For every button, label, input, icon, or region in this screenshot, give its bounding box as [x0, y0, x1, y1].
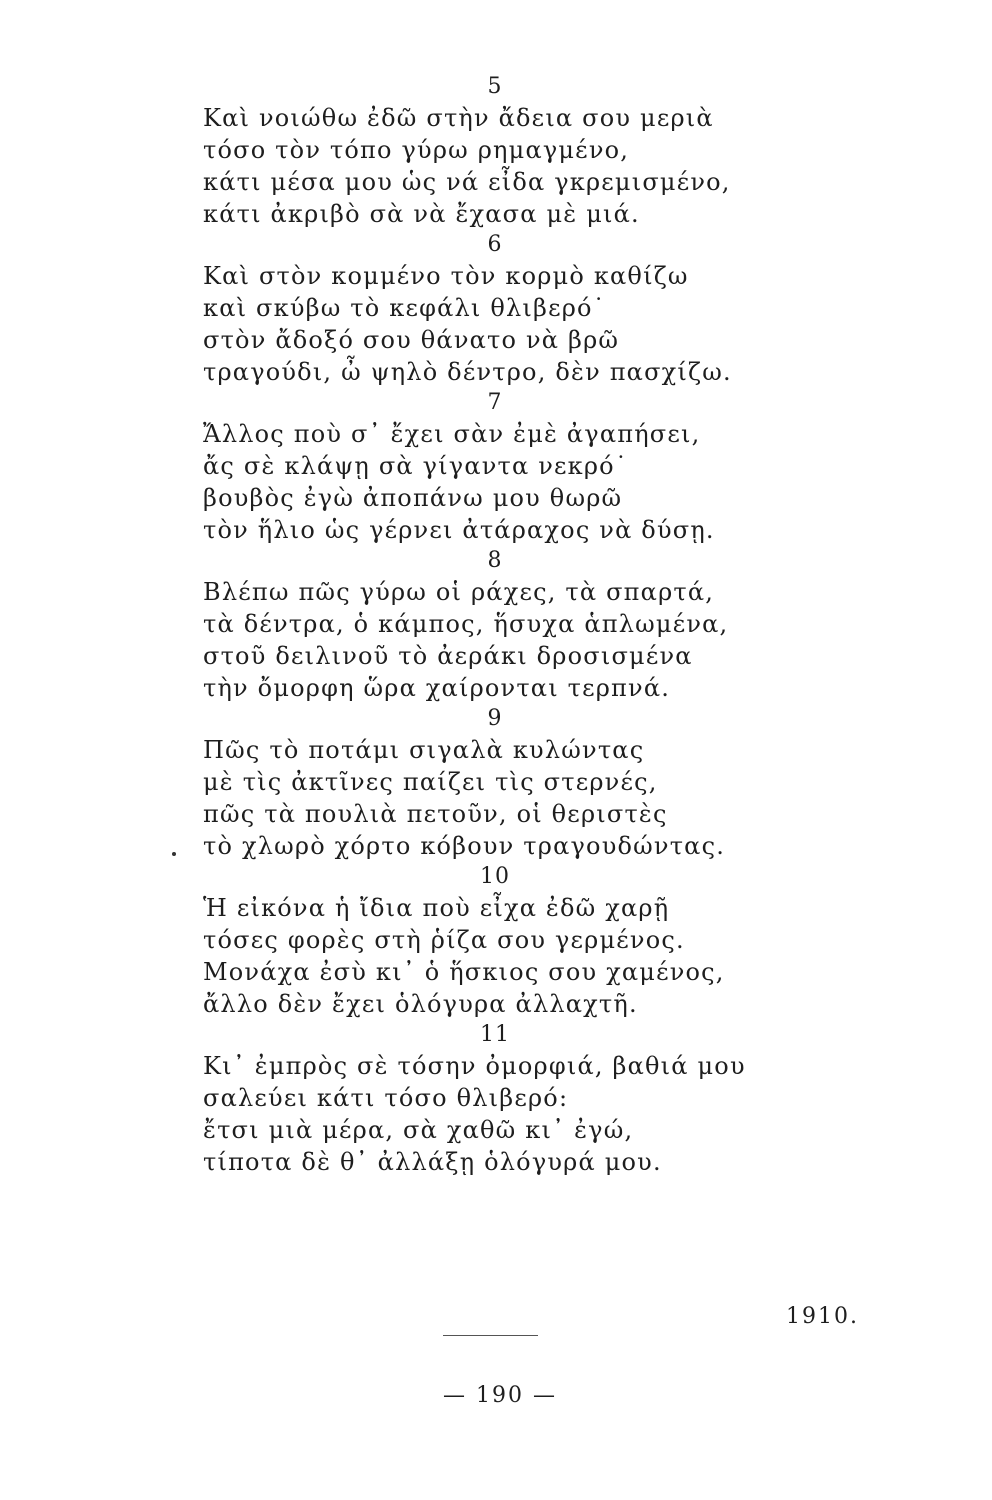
- stanza-number: 10: [480, 864, 510, 889]
- verse-line: Καὶ στὸν κομμένο τὸν κορμὸ καθίζω: [203, 262, 689, 290]
- verse-line: τὸν ἥλιο ὡς γέρνει ἀτάραχος νὰ δύσῃ.: [203, 516, 715, 544]
- verse-line: ἔτσι μιὰ μέρα, σὰ χαθῶ κι᾽ ἐγώ,: [203, 1116, 634, 1144]
- verse-line: τόσες φορὲς στὴ ῥίζα σου γερμένος.: [203, 926, 685, 954]
- verse-line: Ἄλλος ποὺ σ᾽ ἔχει σὰν ἐμὲ ἀγαπήσει,: [203, 420, 701, 448]
- stanza-number: 11: [480, 1022, 510, 1047]
- divider-rule: [443, 1335, 538, 1336]
- stanza-number: 7: [487, 390, 503, 415]
- verse-line: Μονάχα ἐσὺ κι᾽ ὁ ἥσκιος σου χαμένος,: [203, 958, 725, 986]
- stray-dot-mark: [172, 852, 176, 856]
- stanza-number: 9: [487, 706, 503, 731]
- verse-line: τὴν ὄμορφη ὥρα χαίρονται τερπνά.: [203, 674, 671, 702]
- verse-line: καὶ σκύβω τὸ κεφάλι θλιβερό˙: [203, 294, 606, 322]
- verse-line: κάτι μέσα μου ὡς νά εἶδα γκρεμισμένο,: [203, 168, 731, 196]
- verse-line: τόσο τὸν τόπο γύρω ρημαγμένο,: [203, 136, 630, 164]
- verse-line: ἄς σὲ κλάψῃ σὰ γίγαντα νεκρό˙: [203, 452, 629, 480]
- page-number: — 190 —: [443, 1383, 557, 1408]
- verse-line: τραγούδι, ὦ ψηλὸ δέντρο, δὲν πασχίζω.: [203, 358, 732, 386]
- verse-line: στὸν ἄδοξό σου θάνατο νὰ βρῶ: [203, 326, 620, 354]
- stanza-number: 5: [487, 74, 503, 99]
- verse-line: στοῦ δειλινοῦ τὸ ἀεράκι δροσισμένα: [203, 642, 693, 670]
- stanza-number: 6: [487, 232, 503, 257]
- verse-line: Καὶ νοιώθω ἐδῶ στὴν ἄδεια σου μεριὰ: [203, 104, 714, 132]
- poem-body: [203, 72, 763, 1178]
- verse-line: βουβὸς ἐγὼ ἀποπάνω μου θωρῶ: [203, 484, 623, 512]
- verse-line: Πῶς τὸ ποτάμι σιγαλὰ κυλώντας: [203, 736, 645, 764]
- verse-line: σαλεύει κάτι τόσο θλιβερό:: [203, 1084, 569, 1112]
- verse-line: τίποτα δὲ θ᾽ ἀλλάξῃ ὁλόγυρά μου.: [203, 1148, 662, 1176]
- verse-line: Βλέπω πῶς γύρω οἱ ράχες, τὰ σπαρτά,: [203, 578, 715, 606]
- verse-line: τὰ δέντρα, ὁ κάμπος, ἥσυχα ἁπλωμένα,: [203, 610, 729, 638]
- verse-line: κάτι ἀκριβὸ σὰ νὰ ἔχασα μὲ μιά.: [203, 200, 640, 228]
- poem-date: 1910.: [786, 1304, 859, 1329]
- verse-line: Κι᾽ ἐμπρὸς σὲ τόσην ὀμορφιά, βαθιά μου: [203, 1052, 746, 1080]
- verse-line: Ἡ εἰκόνα ἡ ἴδια ποὺ εἶχα ἐδῶ χαρῇ: [203, 894, 670, 922]
- stanza-number: 8: [487, 548, 503, 573]
- verse-line: ἄλλο δὲν ἔχει ὁλόγυρα ἀλλαχτῆ.: [203, 990, 638, 1018]
- verse-line: πῶς τὰ πουλιὰ πετοῦν, οἱ θεριστὲς: [203, 800, 668, 828]
- verse-line: μὲ τὶς ἀκτῖνες παίζει τὶς στερνές,: [203, 768, 658, 796]
- verse-line: τὸ χλωρὸ χόρτο κόβουν τραγουδώντας.: [203, 832, 726, 860]
